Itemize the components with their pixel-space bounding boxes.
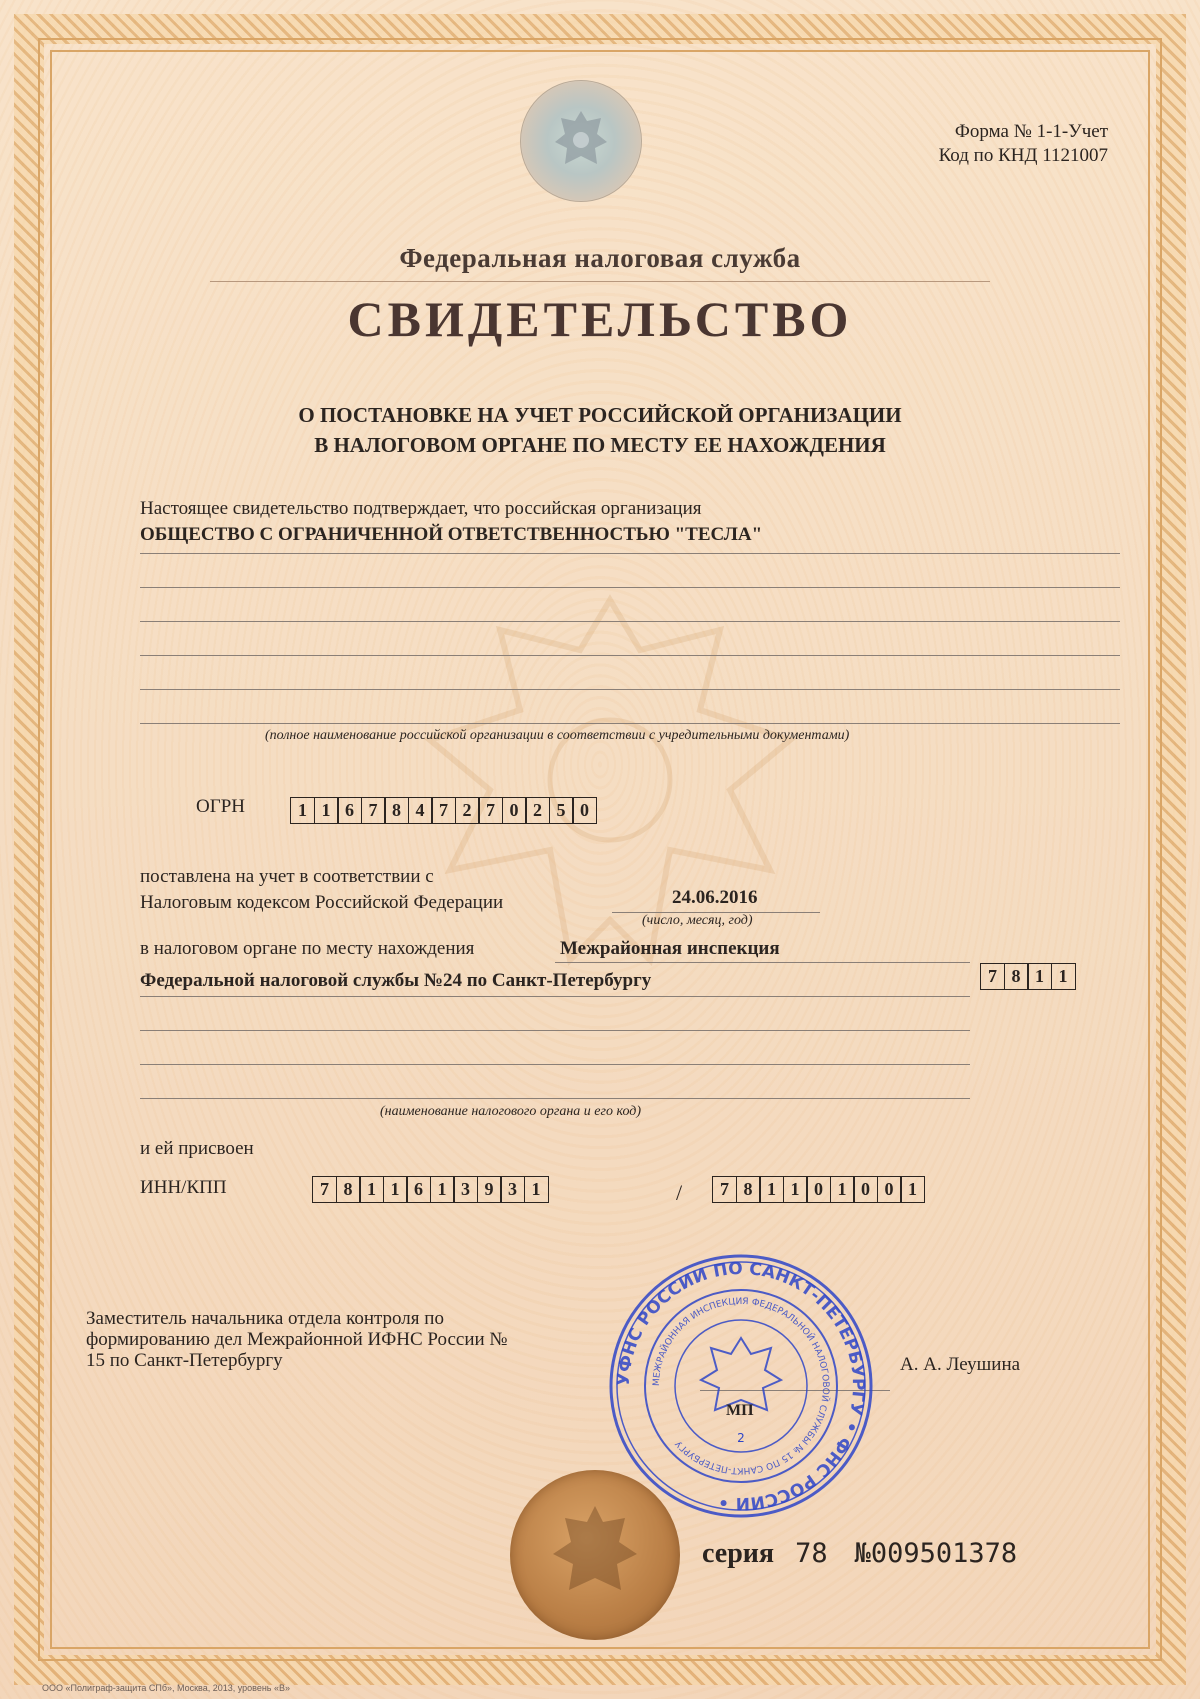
digit-box: 3 [453,1176,478,1203]
stamp-outer-text: УФНС РОССИИ ПО САНКТ-ПЕТЕРБУРГУ • ФНС РОССИИ • [613,1258,869,1514]
digit-box: 0 [853,1176,878,1203]
registered-line-1: поставлена на учет в соответствии с [140,866,434,887]
digit-box: 1 [430,1176,455,1203]
tax-office-underline [555,962,970,963]
signatory-name: А. А. Леушина [900,1354,1021,1375]
mp-mark: МП [726,1402,754,1419]
signatory-line-3: 15 по Санкт-Петербургу [86,1350,283,1371]
digit-box: 2 [525,797,550,824]
page-title: СВИДЕТЕЛЬСТВО [347,291,853,347]
digit-box: 6 [406,1176,431,1203]
digit-box: 0 [502,797,527,824]
digit-box: 5 [549,797,574,824]
digit-box: 7 [712,1176,737,1203]
digit-box: 0 [572,797,597,824]
tax-office-line [140,996,970,997]
series-block [702,1538,1017,1570]
series-label: серия [702,1538,775,1569]
certificate-number: №009501378 [854,1538,1018,1569]
stamp-number: 2 [737,1431,745,1445]
tax-office-name-2: Федеральной налоговой службы №24 по Санкт-Петербургу [140,970,652,991]
org-name-line [140,553,1120,554]
tax-office-name-1: Межрайонная инспекция [560,938,780,959]
tax-office-line [140,1098,970,1099]
inn-digit-boxes [312,1176,549,1203]
ogrn-label: ОГРН [196,796,245,817]
tax-office-line [140,1030,970,1031]
stamp-eagle-icon [701,1338,781,1410]
assigned-text: и ей присвоен [140,1138,254,1159]
tax-office-prefix: в налоговом органе по месту нахождения [140,938,475,959]
signatory-line-1: Заместитель начальника отдела контроля по [86,1308,444,1329]
digit-box: 1 [900,1176,925,1203]
digit-box: 8 [1004,963,1029,990]
ogrn-digit-boxes [290,797,597,824]
agency-underline [210,281,990,282]
digit-box: 1 [783,1176,808,1203]
org-name-line [140,655,1120,656]
digit-box: 8 [384,797,409,824]
gold-seal-icon [510,1470,680,1640]
org-name-line [140,621,1120,622]
digit-box: 7 [980,963,1005,990]
digit-box: 1 [383,1176,408,1203]
digit-box: 7 [312,1176,337,1203]
digit-box: 1 [759,1176,784,1203]
digit-box: 1 [290,797,315,824]
subtitle-line-2: В НАЛОГОВОМ ОРГАНЕ ПО МЕСТУ ЕЕ НАХОЖДЕНИЯ [314,433,886,457]
org-name-line [140,587,1120,588]
official-stamp [605,1250,877,1522]
registered-line-2: Налоговым кодексом Российской Федерации [140,892,504,913]
digit-box: 6 [337,797,362,824]
digit-box: 7 [478,797,503,824]
digit-box: 3 [500,1176,525,1203]
tax-office-line [140,1064,970,1065]
digit-box: 8 [736,1176,761,1203]
digit-box: 0 [877,1176,902,1203]
digit-box: 1 [1051,963,1076,990]
kpp-digit-boxes [712,1176,925,1203]
tax-office-code-boxes [980,963,1076,990]
inn-kpp-separator: / [676,1180,683,1205]
printer-note: ООО «Полиграф-защита СПб», Москва, 2013, уровень «В» [42,1683,290,1693]
digit-box: 1 [359,1176,384,1203]
hologram-emblem-icon [520,80,642,202]
digit-box: 7 [431,797,456,824]
stamp-inner-text: МЕЖРАЙОННАЯ ИНСПЕКЦИЯ ФЕДЕРАЛЬНОЙ НАЛОГОВОЙ СЛУЖБЫ № 15 ПО САНКТ-ПЕТЕРБУРГУ [651,1296,831,1476]
svg-text:МЕЖРАЙОННАЯ ИНСПЕКЦИЯ ФЕДЕРАЛЬ [652,1297,832,1475]
series-value: 78 [795,1538,828,1569]
intro-text: Настоящее свидетельство подтверждает, что российская организация [140,498,702,519]
digit-box: 7 [361,797,386,824]
digit-box: 2 [455,797,480,824]
org-name-caption: (полное наименование российской организации в соответствии с учредительными документами) [265,728,850,743]
tax-office-caption: (наименование налогового органа и его код) [380,1104,642,1119]
org-name-line [140,689,1120,690]
form-number: Форма № 1-1-Учет [954,121,1108,142]
knd-code: Код по КНД 1121007 [938,145,1108,166]
registration-date: 24.06.2016 [672,887,758,908]
digit-box: 1 [524,1176,549,1203]
signatory-line-2: формированию дел Межрайонной ИФНС России № [86,1329,508,1350]
date-caption: (число, месяц, год) [642,913,753,928]
digit-box: 4 [408,797,433,824]
digit-box: 0 [806,1176,831,1203]
digit-box: 1 [1027,963,1052,990]
org-name-line [140,723,1120,724]
digit-box: 9 [477,1176,502,1203]
organization-name: ОБЩЕСТВО С ОГРАНИЧЕННОЙ ОТВЕТСТВЕННОСТЬЮ "ТЕСЛА" [140,524,763,545]
certificate-subtitle [0,400,1200,460]
signatory-title [86,1308,508,1371]
digit-box: 1 [830,1176,855,1203]
agency-name: Федеральная налоговая служба [399,243,801,273]
subtitle-line-1: О ПОСТАНОВКЕ НА УЧЕТ РОССИЙСКОЙ ОРГАНИЗАЦИИ [298,403,902,427]
inn-kpp-label: ИНН/КПП [140,1177,227,1198]
digit-box: 1 [314,797,339,824]
digit-box: 8 [336,1176,361,1203]
form-number-block [939,120,1108,168]
